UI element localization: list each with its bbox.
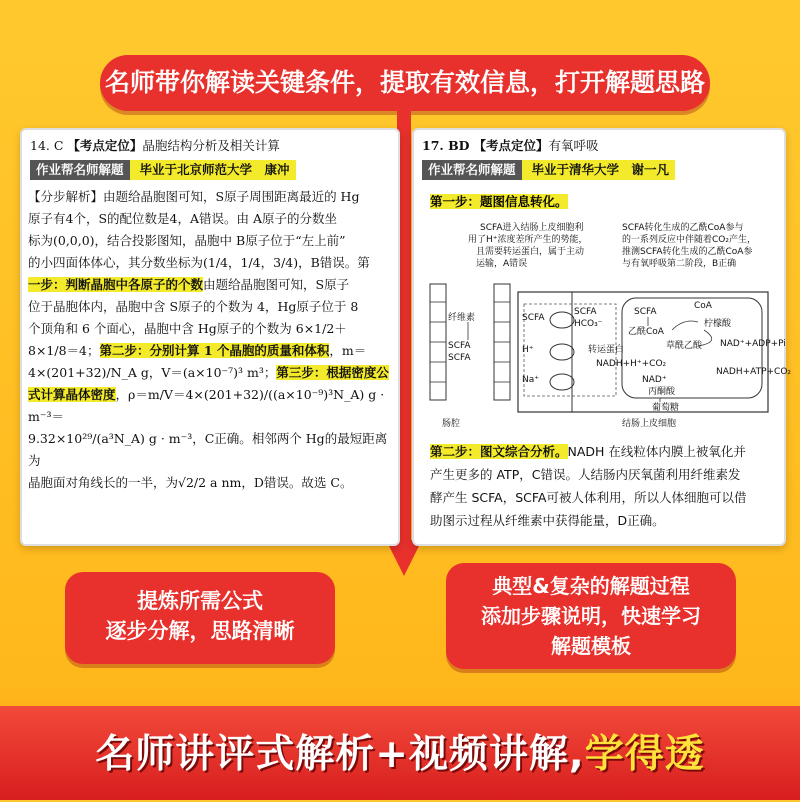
note-left-1: SCFA进入结肠上皮细胞利 <box>480 223 584 233</box>
solution-line: ，m＝ <box>329 343 367 358</box>
analysis-line: NADH 在线粒体内膜上被氧化并 <box>567 444 746 459</box>
header-topic: 晶胞结构分析及相关计算 <box>142 138 280 153</box>
note-right-4: 与有氧呼吸第二阶段，B正确 <box>622 259 737 269</box>
step-two-label: 第二步：图文综合分析。 <box>430 444 568 459</box>
citrate-label: 柠檬酸 <box>704 319 732 329</box>
solution-line: 相邻两个 Hg的最短距离为 <box>28 431 388 468</box>
solution-line: 标为(0,0,0)，结合投影图知，晶胞中 B原子位于“左上前” <box>28 233 346 248</box>
pill-line: 典型&复杂的解题过程 <box>492 574 690 598</box>
slogan-main: 名师讲评式解析+视频讲解, <box>95 732 585 777</box>
teacher-info: 毕业于清华大学 谢一凡 <box>531 162 670 177</box>
teacher-tag: 作业帮名师解题 <box>422 160 522 180</box>
solution-line: 的小四面体体心，其分数坐标为(1/4，1/4，3/4)，B错误。第 <box>28 255 370 270</box>
step-three-label: 第三步：根据密度公 <box>276 365 389 380</box>
top-banner: 名师带你解读关键条件，提取有效信息，打开解题思路 <box>100 55 710 111</box>
teacher-tag: 作业帮名师解题 <box>30 160 130 180</box>
note-right-2: 的一系列反应中伴随着CO₂产生， <box>622 235 756 245</box>
step-one-label: 一步：判断晶胞中各原子的个数 <box>28 277 204 292</box>
pill-line: 逐步分解，思路清晰 <box>105 619 295 643</box>
solution-line: 【分步解析】由题给晶胞图可知，S原子周围距离最近的 Hg <box>28 189 360 204</box>
solution-line: ，ρ＝m/V＝4×(201+32)/((a×10⁻⁹)³N_A) g · m⁻³＝ <box>28 387 385 424</box>
header-tag: 【考点定位】 <box>473 138 549 153</box>
solution-line: 个顶角和 6 个面心，晶胞中含 Hg原子的个数为 6×1/2＋ <box>28 321 347 336</box>
analysis-line: 产生更多的 ATP，C错误。人结肠内厌氧菌利用纤维素发 <box>430 467 741 482</box>
left-solution-card <box>20 128 400 546</box>
scfa-label: SCFA <box>522 313 545 323</box>
left-solution-text <box>28 186 392 494</box>
step-three-label-cont: 式计算晶体密度 <box>28 387 116 402</box>
left-card-header <box>30 136 280 154</box>
right-step-two-text <box>430 440 774 532</box>
scfa-mito-label: SCFA <box>634 307 657 317</box>
step-one-label: 第一步：题图信息转化。 <box>430 194 568 209</box>
scfa-lumen-label-2: SCFA <box>448 353 471 363</box>
teacher-info: 毕业于北京师范大学 康冲 <box>139 162 290 177</box>
note-right-1: SCFA转化生成的乙酰CoA参与 <box>622 223 744 233</box>
glucose-label: 葡萄糖 <box>652 403 680 413</box>
note-left-3: 且需要转运蛋白，属于主动 <box>476 247 585 257</box>
header-tag: 【考点定位】 <box>67 138 143 153</box>
slogan-highlight: 学得透 <box>584 732 705 777</box>
right-solution-card <box>412 128 792 546</box>
solution-line: 位于晶胞体内，晶胞中含 S原子的个数为 4，Hg原子位于 8 <box>28 299 359 314</box>
analysis-line: 助图示过程从纤维素中获得能量，D正确。 <box>430 513 665 528</box>
note-right-3: 推测SCFA转化生成的乙酰CoA参 <box>622 247 753 257</box>
fiber-label: 纤维素 <box>448 313 476 323</box>
pill-line: 解题模板 <box>551 634 631 658</box>
pyruvate-label: 丙酮酸 <box>648 387 676 397</box>
step-one-heading <box>430 192 568 210</box>
colon-cell-label: 结肠上皮细胞 <box>622 419 677 429</box>
transport-protein-label: 转运蛋白 <box>588 345 625 355</box>
note-left-4: 运输，A错误 <box>476 259 528 269</box>
left-teacher-line <box>30 160 296 180</box>
right-teacher-line <box>422 160 675 180</box>
nadh-atp-label: NADH+ATP+CO₂ <box>716 367 792 377</box>
acetyl-coa-label: 乙酰CoA <box>628 327 664 337</box>
step-two-label: 第二步：分别计算 1 个晶胞的质量和体积 <box>99 343 330 358</box>
solution-line: 8×1/8＝4； <box>28 343 100 358</box>
cell-diagram <box>422 222 792 432</box>
right-card-header <box>422 136 599 154</box>
pill-line: 提炼所需公式 <box>137 589 263 613</box>
solution-line: 晶胞面对角线长的一半，为√2/2 a nm，D错误。故选 C。 <box>28 475 353 490</box>
lumen-label: 肠腔 <box>442 419 461 429</box>
process-tip-pill <box>446 563 736 669</box>
solution-line: 9.32×10²⁹/(a³N_A) g · m⁻³，C正确。 <box>28 431 252 446</box>
h-ion-label: H⁺ <box>522 345 534 355</box>
scfa-lumen-label-1: SCFA <box>448 341 471 351</box>
analysis-line: 酵产生 SCFA，SCFA可被人体利用，所以人体细胞可以借 <box>430 490 747 505</box>
nad-adp-label: NAD⁺+ADP+Pi <box>720 339 786 349</box>
solution-line: 4×(201+32)/N_A g，V＝(a×10⁻⁷)³ m³； <box>28 365 277 380</box>
note-left-2: 用了H⁺浓度差所产生的势能， <box>468 235 588 245</box>
bottom-slogan <box>0 708 800 802</box>
formula-tip-pill <box>65 572 335 664</box>
hco3-label: HCO₃⁻ <box>574 319 603 329</box>
question-number: 17. BD <box>422 138 470 153</box>
solution-line: 由题给晶胞图可知，S原子 <box>203 277 350 292</box>
na-ion-label: Na⁺ <box>522 375 539 385</box>
header-topic: 有氧呼吸 <box>548 138 599 153</box>
nadh-h-co2-label: NADH+H⁺+CO₂ <box>596 359 667 369</box>
oxaloacetate-label: 草酰乙酸 <box>666 341 703 351</box>
solution-line: 原子有4个，S的配位数是4，A错误。由 A原子的分数坐 <box>28 211 337 226</box>
coa-label: CoA <box>694 301 712 311</box>
scfa-in-label: SCFA <box>574 307 597 317</box>
nad-label: NAD⁺ <box>642 375 667 385</box>
pill-line: 添加步骤说明，快速学习 <box>481 604 701 628</box>
question-number: 14. C <box>30 138 64 153</box>
